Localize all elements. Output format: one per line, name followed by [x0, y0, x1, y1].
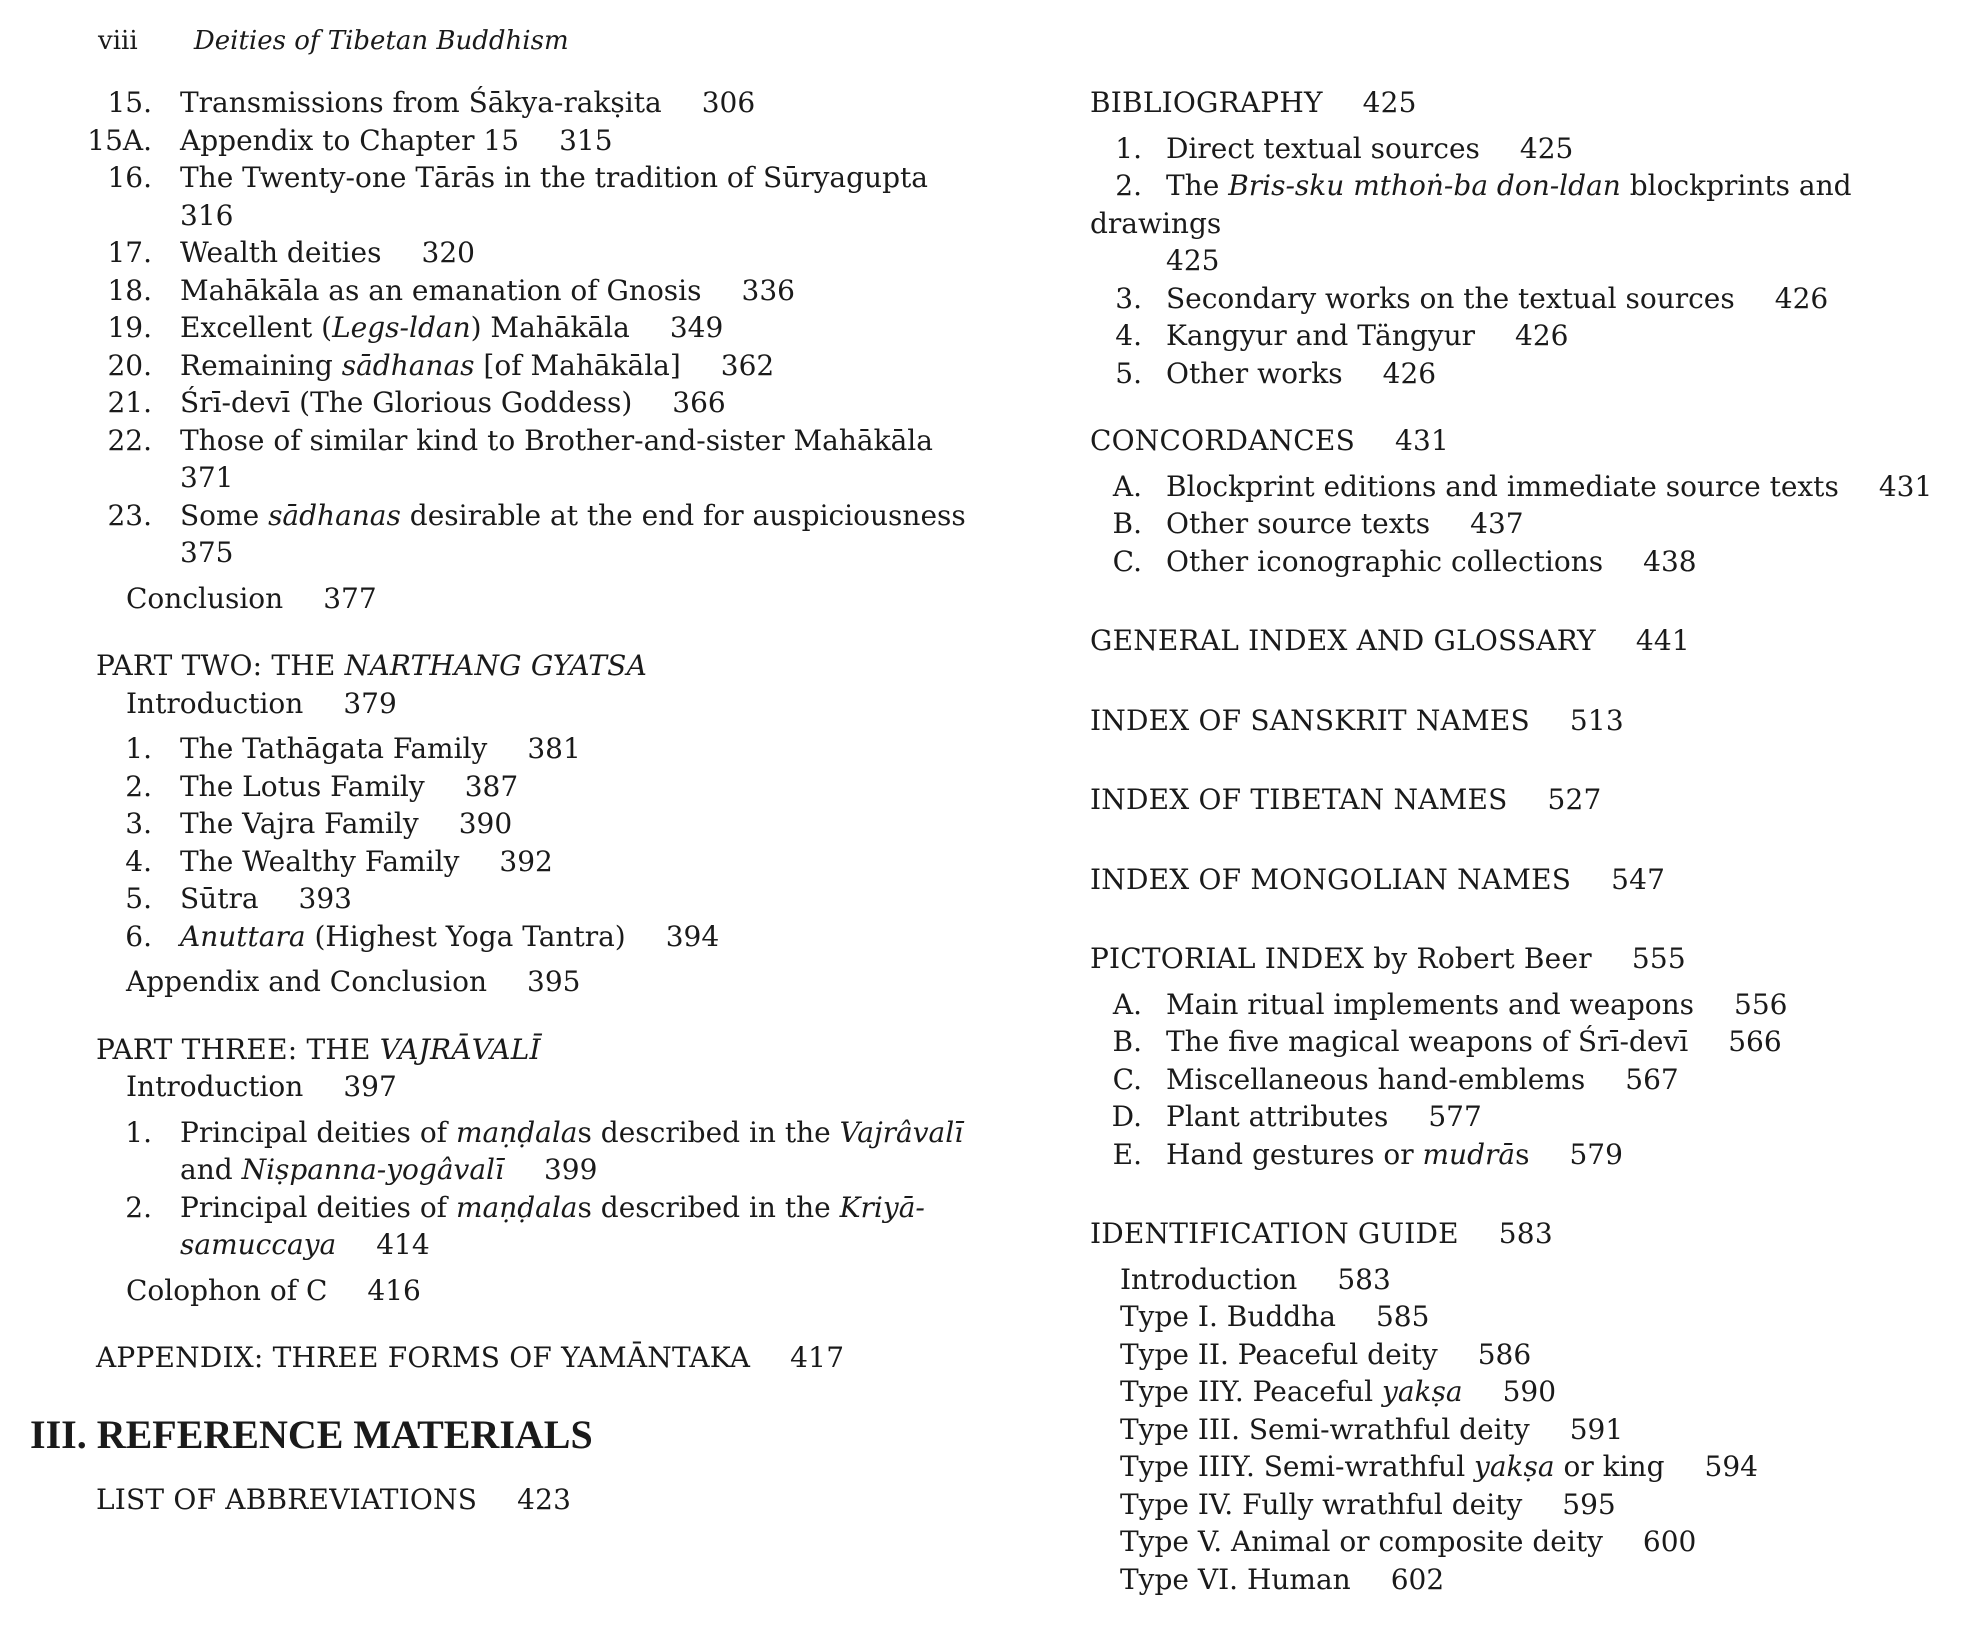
entry-page: 527: [1547, 783, 1602, 816]
entry-title: Transmissions from Śākya-rakṣita: [180, 86, 662, 119]
entry-title-part: or king: [1554, 1450, 1665, 1483]
entry-page: 393: [298, 882, 352, 915]
entry-title: Introduction: [126, 1070, 304, 1103]
toc-entry-15a[interactable]: [76, 122, 996, 160]
bibliography-entry-2-page: [1090, 242, 1950, 280]
entry-page: 577: [1428, 1100, 1482, 1133]
entry-title-italic: yakṣa: [1474, 1450, 1555, 1483]
toc-entry-15[interactable]: [96, 84, 996, 122]
entry-number: 2.: [1115, 169, 1142, 202]
entry-number: 2.: [125, 769, 152, 803]
entry-number: 4.: [125, 844, 152, 878]
part-three-entry-1-cont: [96, 1151, 996, 1189]
entry-title-italic: Legs-ldan: [332, 311, 471, 344]
entry-title-part: s described in the: [577, 1115, 840, 1149]
entry-number: 4.: [1115, 319, 1142, 352]
entry-title: Other source texts: [1166, 507, 1431, 540]
entry-page: 555: [1631, 942, 1686, 975]
concordances-heading[interactable]: [1090, 422, 1950, 460]
entry-number: 2.: [125, 1190, 152, 1224]
entry-title-part: The: [1166, 169, 1229, 202]
pictorial-entry[interactable]: [1090, 1023, 1950, 1061]
part-three-heading[interactable]: [96, 1031, 996, 1069]
pictorial-index-heading[interactable]: [1090, 940, 1950, 978]
entry-page: 377: [323, 581, 377, 615]
entry-page: 366: [672, 386, 726, 419]
entry-page: 336: [741, 273, 795, 307]
bibliography-heading[interactable]: [1090, 84, 1950, 122]
entry-page: 399: [543, 1153, 598, 1186]
entry-page: 437: [1470, 507, 1524, 540]
pictorial-entry[interactable]: [1090, 986, 1950, 1024]
part-three-introduction[interactable]: [96, 1068, 996, 1106]
entry-title-part: s described in the: [577, 1190, 840, 1224]
heading-text: BIBLIOGRAPHY: [1090, 86, 1323, 119]
entry-number: 15.: [107, 86, 152, 119]
toc-entry-23[interactable]: [96, 497, 996, 535]
entry-page: 595: [1562, 1487, 1616, 1521]
entry-page: 316: [180, 198, 234, 232]
entry-page: 438: [1643, 544, 1697, 578]
entry-title-part: Hand gestures or: [1166, 1137, 1423, 1171]
entry-page: 585: [1375, 1300, 1430, 1333]
entry-page: 425: [1166, 244, 1220, 277]
entry-page: 375: [180, 536, 234, 569]
entry-title: Conclusion: [126, 581, 284, 615]
bibliography-entry-2[interactable]: [1090, 167, 1950, 242]
entry-number: 20.: [107, 348, 152, 382]
entry-page: 395: [527, 965, 581, 998]
toc-entry-17[interactable]: [96, 234, 996, 272]
toc-right-column: [1090, 84, 1950, 1598]
entry-title: APPENDIX: THREE FORMS OF YAMĀNTAKA: [96, 1341, 751, 1374]
entry-page: 416: [367, 1273, 421, 1307]
entry-title-part: blockprints and drawings: [1090, 169, 1852, 240]
entry-number: 3.: [125, 807, 152, 840]
entry-page: 390: [458, 807, 513, 840]
concordance-entry[interactable]: [1090, 505, 1950, 543]
entry-page: 379: [343, 686, 397, 720]
entry-title: The Tathāgata Family: [180, 732, 488, 765]
part-two-entry[interactable]: [96, 730, 996, 768]
section-three-heading: III. REFERENCE MATERIALS: [30, 1411, 593, 1457]
entry-number: 5.: [125, 882, 152, 915]
toc-entry-16[interactable]: [96, 159, 996, 197]
entry-title-part: and: [180, 1153, 242, 1186]
entry-number: 22.: [107, 423, 152, 457]
entry-title: The Vajra Family: [180, 807, 419, 840]
pictorial-entry[interactable]: [1090, 1098, 1950, 1136]
entry-title-italic: Bris-sku mthoṅ-ba don-ldan: [1228, 169, 1621, 202]
entry-number: 5.: [1115, 356, 1142, 390]
entry-number: 6.: [125, 919, 152, 953]
part-three-entry-1[interactable]: [96, 1114, 996, 1152]
entry-title: Blockprint editions and immediate source texts: [1166, 469, 1839, 503]
entry-number: 1.: [125, 1115, 152, 1149]
guide-type-5[interactable]: [1090, 1523, 1950, 1561]
entry-title: Introduction: [1120, 1262, 1298, 1296]
part-three-colophon[interactable]: [96, 1272, 996, 1310]
entry-title: Wealth deities: [180, 236, 382, 269]
entry-title: Direct textual sources: [1166, 131, 1480, 165]
entry-page: 423: [517, 1482, 572, 1516]
entry-title-italic: Kriyā-: [839, 1190, 925, 1224]
entry-title: The Wealthy Family: [180, 844, 460, 878]
part-two-entry[interactable]: [96, 880, 996, 918]
entry-title: Those of similar kind to Brother-and-sister Mahākāla: [180, 423, 933, 457]
entry-number: 15A.: [87, 123, 152, 157]
entry-page: 425: [1519, 131, 1574, 165]
entry-page: 426: [1382, 356, 1437, 390]
concordance-entry[interactable]: [1090, 468, 1950, 506]
entry-title: INDEX OF SANSKRIT NAMES: [1090, 703, 1530, 737]
entry-page: 594: [1704, 1450, 1758, 1483]
entry-page: 425: [1362, 86, 1417, 119]
entry-page: 600: [1642, 1525, 1697, 1558]
entry-title-part: Principal deities of: [180, 1115, 456, 1149]
entry-title-part: desirable at the end for auspiciousness: [400, 498, 966, 532]
entry-title: GENERAL INDEX AND GLOSSARY: [1090, 624, 1596, 657]
entry-title: Other iconographic collections: [1166, 544, 1604, 578]
entry-number: B.: [1112, 507, 1142, 540]
entry-title: Colophon of C: [126, 1273, 328, 1307]
concordance-entry[interactable]: [1090, 543, 1950, 581]
entry-title: Secondary works on the textual sources: [1166, 281, 1735, 315]
part-two-heading[interactable]: [96, 647, 996, 685]
toc-left-column: [30, 84, 996, 1518]
entry-title-part: Principal deities of: [180, 1190, 456, 1224]
entry-page: 362: [720, 348, 775, 382]
entry-page: 349: [669, 311, 724, 344]
entry-number: A.: [1112, 987, 1142, 1021]
entry-page: 392: [499, 844, 553, 878]
entry-title-part: Some: [180, 498, 269, 532]
toc-entry-18[interactable]: [96, 272, 996, 310]
bibliography-entry-1[interactable]: [1090, 130, 1950, 168]
entry-page: 579: [1569, 1137, 1623, 1171]
toc-entry-19[interactable]: [96, 309, 996, 347]
toc-entry-16-page: [96, 197, 996, 235]
entry-page: 414: [376, 1228, 430, 1261]
entry-page: 371: [180, 461, 234, 494]
entry-page: 315: [559, 123, 613, 157]
entry-number: 23.: [107, 498, 152, 532]
entry-title-part: ) Mahākāla: [470, 311, 630, 344]
entry-title: Appendix and Conclusion: [126, 965, 487, 998]
entry-title-italic: yakṣa: [1382, 1375, 1463, 1408]
guide-type-3y[interactable]: [1090, 1448, 1950, 1486]
guide-type-2[interactable]: [1090, 1336, 1950, 1374]
toc-entry-21[interactable]: [96, 384, 996, 422]
entry-title: Introduction: [126, 686, 304, 720]
toc-entry-20[interactable]: [96, 347, 996, 385]
entry-title: The Lotus Family: [180, 769, 425, 803]
list-of-abbreviations[interactable]: [96, 1481, 996, 1519]
entry-title: Śrī-devī (The Glorious Goddess): [180, 386, 633, 419]
entry-number: 1.: [125, 732, 152, 765]
entry-page: 567: [1625, 1062, 1679, 1096]
entry-number: 1.: [1115, 131, 1142, 165]
tibetan-index[interactable]: [1090, 781, 1950, 819]
guide-type-3[interactable]: [1090, 1411, 1950, 1449]
guide-type-1[interactable]: [1090, 1298, 1950, 1336]
entry-title-part: Remaining: [180, 348, 342, 382]
entry-title: Type V. Animal or composite deity: [1120, 1525, 1603, 1558]
entry-page: 441: [1635, 624, 1690, 657]
heading-text: PART THREE: THE: [96, 1032, 380, 1066]
entry-title-italic: maṇḍala: [455, 1115, 578, 1149]
identification-guide-heading[interactable]: [1090, 1215, 1950, 1253]
entry-page: 397: [343, 1070, 397, 1103]
general-index[interactable]: [1090, 622, 1950, 660]
entry-page: 381: [527, 732, 581, 765]
guide-type-6[interactable]: [1090, 1561, 1950, 1599]
entry-title: LIST OF ABBREVIATIONS: [96, 1482, 478, 1516]
bibliography-entry[interactable]: [1090, 280, 1950, 318]
entry-title-part: Type IIIY. Semi-wrathful: [1120, 1450, 1475, 1483]
entry-title: Type II. Peaceful deity: [1120, 1337, 1438, 1371]
part-two-entry[interactable]: [96, 843, 996, 881]
entry-number: B.: [1112, 1025, 1142, 1058]
entry-number: A.: [1112, 469, 1142, 503]
part-two-appendix[interactable]: [96, 963, 996, 1001]
entry-page: 513: [1569, 703, 1624, 737]
entry-title: Appendix to Chapter 15: [180, 123, 520, 157]
entry-page: 566: [1728, 1025, 1782, 1058]
entry-page: 431: [1394, 424, 1450, 457]
part-two-entry-6[interactable]: [96, 918, 996, 956]
entry-page: 547: [1611, 862, 1666, 896]
entry-title: Kangyur and Tängyur: [1166, 319, 1476, 352]
heading-text: PART TWO: THE: [96, 649, 345, 682]
entry-page: 426: [1515, 319, 1569, 352]
entry-title: The five magical weapons of Śrī-devī: [1166, 1025, 1689, 1058]
entry-title-part: Excellent (: [180, 311, 333, 344]
guide-introduction[interactable]: [1090, 1261, 1950, 1299]
entry-title: Type III. Semi-wrathful deity: [1120, 1412, 1530, 1446]
entry-title-part: Type IIY. Peaceful: [1120, 1375, 1383, 1408]
entry-title: Type VI. Human: [1120, 1562, 1351, 1596]
entry-title-part: (Highest Yoga Tantra): [305, 919, 626, 953]
entry-title-italic: Anuttara: [180, 919, 306, 953]
entry-number: 3.: [1115, 281, 1142, 315]
entry-title-italic: Vajrâvalī: [839, 1115, 964, 1149]
entry-title: Miscellaneous hand-emblems: [1166, 1062, 1586, 1096]
part-two-entry[interactable]: [96, 805, 996, 843]
heading-italic: NARTHANG GYATSA: [344, 649, 647, 682]
guide-type-2y[interactable]: [1090, 1373, 1950, 1411]
heading-text: IDENTIFICATION GUIDE: [1090, 1217, 1459, 1250]
entry-number: 21.: [107, 386, 152, 419]
entry-number: 16.: [107, 161, 152, 194]
bibliography-entry[interactable]: [1090, 355, 1950, 393]
guide-type-4[interactable]: [1090, 1486, 1950, 1524]
entry-page: 431: [1878, 469, 1933, 503]
entry-title-italic: sādhanas: [341, 348, 475, 382]
entry-title-italic: Niṣpanna-yogâvalī: [241, 1153, 504, 1186]
entry-page: 556: [1734, 987, 1788, 1021]
entry-title-italic: maṇḍala: [455, 1190, 578, 1224]
entry-title-italic: mudrā: [1422, 1137, 1516, 1171]
heading-italic: VAJRĀVALĪ: [379, 1032, 541, 1066]
entry-title: Other works: [1166, 356, 1343, 390]
bibliography-entry[interactable]: [1090, 317, 1950, 355]
entry-page: 590: [1502, 1375, 1557, 1408]
entry-page: 583: [1337, 1262, 1391, 1296]
entry-title-part: [of Mahākāla]: [474, 348, 681, 382]
toc-conclusion[interactable]: [96, 580, 996, 618]
entry-title: Sūtra: [180, 882, 259, 915]
header-book-title: Deities of Tibetan Buddhism: [193, 26, 569, 56]
entry-title: INDEX OF MONGOLIAN NAMES: [1090, 862, 1572, 896]
entry-number: D.: [1111, 1100, 1142, 1133]
entry-title-italic: samuccaya: [180, 1228, 337, 1261]
entry-number: C.: [1112, 1062, 1142, 1096]
pictorial-entry-e[interactable]: [1090, 1136, 1950, 1174]
pictorial-entry[interactable]: [1090, 1061, 1950, 1099]
entry-page: 306: [701, 86, 756, 119]
entry-title-italic: sādhanas: [268, 498, 401, 532]
header-page-number: viii: [98, 26, 138, 56]
part-two-introduction[interactable]: [96, 685, 996, 723]
part-two-entry[interactable]: [96, 768, 996, 806]
entry-number: E.: [1112, 1137, 1142, 1171]
entry-number: 18.: [107, 273, 152, 307]
entry-page: 426: [1774, 281, 1829, 315]
entry-number: 17.: [107, 236, 152, 269]
heading-text: PICTORIAL INDEX by Robert Beer: [1090, 942, 1592, 975]
entry-number: C.: [1112, 544, 1142, 578]
running-header: [98, 26, 569, 56]
entry-page: 602: [1390, 1562, 1445, 1596]
entry-title: Plant attributes: [1166, 1100, 1389, 1133]
mongolian-index[interactable]: [1090, 861, 1950, 899]
part-three-entry-2[interactable]: [96, 1189, 996, 1227]
entry-page: 387: [464, 769, 519, 803]
entry-page: 583: [1498, 1217, 1553, 1250]
entry-page: 591: [1569, 1412, 1624, 1446]
entry-title-part: s: [1515, 1137, 1530, 1171]
entry-title: INDEX OF TIBETAN NAMES: [1090, 783, 1508, 816]
entry-title: The Twenty-one Tārās in the tradition of Sūryagupta: [180, 161, 928, 194]
entry-title: Type IV. Fully wrathful deity: [1120, 1487, 1523, 1521]
toc-entry-22-page: [96, 459, 996, 497]
entry-title: Mahākāla as an emanation of Gnosis: [180, 273, 702, 307]
sanskrit-index[interactable]: [1090, 702, 1950, 740]
entry-page: 417: [790, 1341, 845, 1374]
part-three-entry-2-cont: [96, 1226, 996, 1264]
entry-page: 320: [421, 236, 475, 269]
entry-title: Type I. Buddha: [1120, 1300, 1336, 1333]
heading-text: CONCORDANCES: [1090, 424, 1355, 457]
entry-page: 586: [1477, 1337, 1532, 1371]
appendix-yamantaka[interactable]: [96, 1339, 996, 1377]
toc-entry-22[interactable]: [96, 422, 996, 460]
toc-entry-23-page: [96, 534, 996, 572]
entry-page: 394: [665, 919, 720, 953]
entry-number: 19.: [107, 311, 152, 344]
entry-title: Main ritual implements and weapons: [1166, 987, 1695, 1021]
